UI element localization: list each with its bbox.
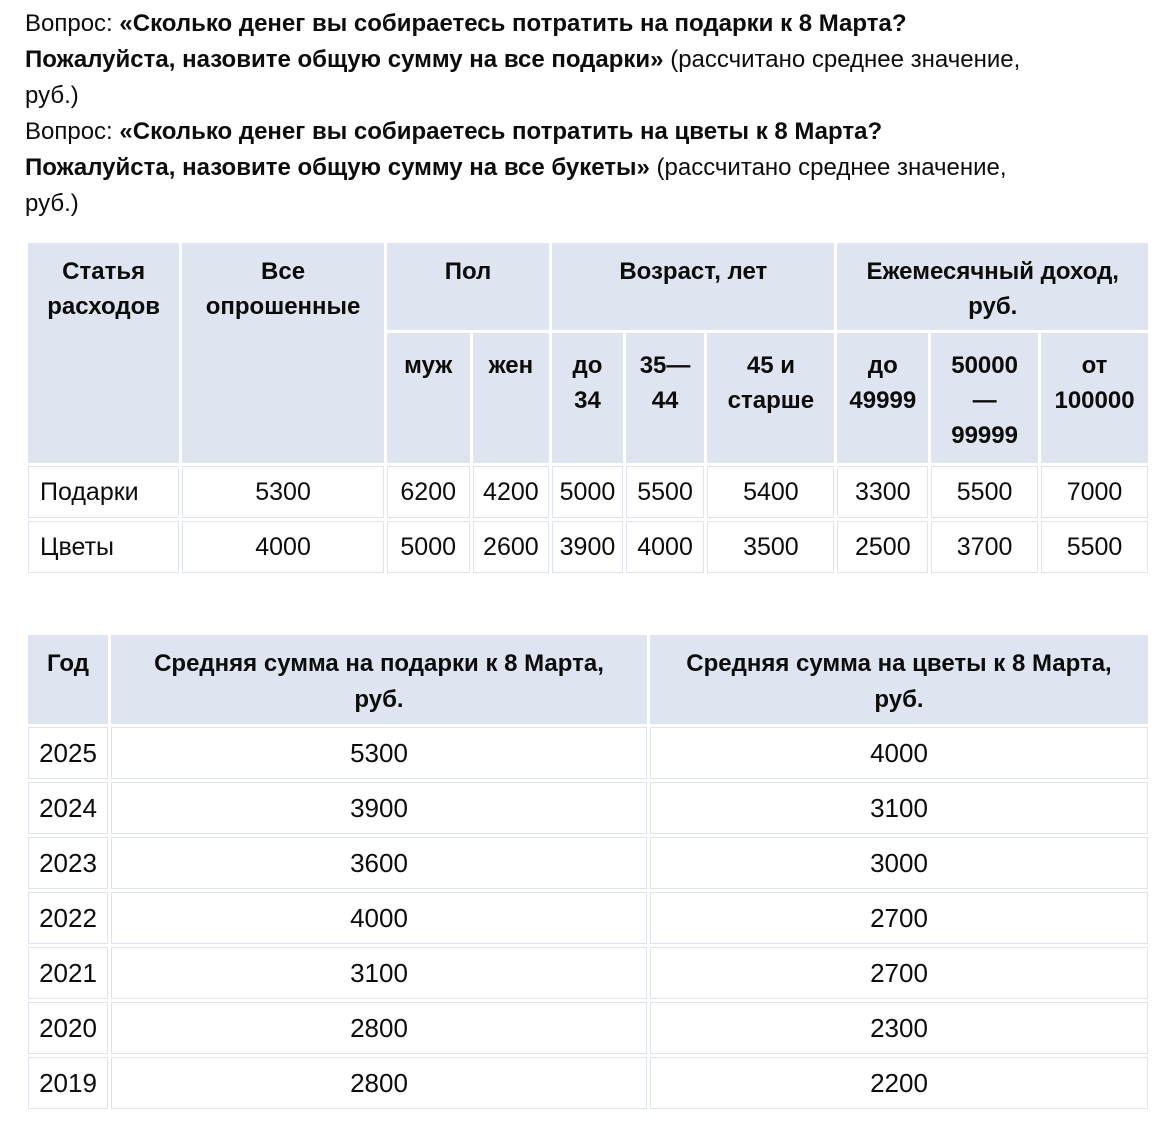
col-header-male: муж xyxy=(387,333,470,463)
flowers-value-cell: 2700 xyxy=(650,892,1148,944)
gifts-value-cell: 2800 xyxy=(111,1057,647,1109)
year-cell: 2023 xyxy=(28,837,108,889)
col-header-age-under-34: до 34 xyxy=(552,333,623,463)
col-header-income-100000-plus: от 100000 xyxy=(1041,333,1148,463)
flowers-value-cell: 2700 xyxy=(650,947,1148,999)
question-bold-text: «Сколько денег вы собираетесь потратить на подарки к 8 Марта? xyxy=(119,10,907,37)
flowers-value-cell: 4000 xyxy=(650,727,1148,779)
gifts-value-cell: 2800 xyxy=(111,1002,647,1054)
value-cell: 4200 xyxy=(473,466,550,518)
value-cell: 5300 xyxy=(182,466,384,518)
question-bold-text: Пожалуйста, назовите общую сумму на все подарки» xyxy=(25,46,664,73)
year-row-2023 xyxy=(28,837,1148,889)
row-label: Цветы xyxy=(28,521,179,573)
col-header-age-35-44: 35—44 xyxy=(626,333,705,463)
value-cell: 5000 xyxy=(552,466,623,518)
question-note: руб.) xyxy=(25,82,79,109)
value-cell: 2600 xyxy=(473,521,550,573)
flowers-value-cell: 3100 xyxy=(650,782,1148,834)
col-header-all-respondents: Все опрошенные xyxy=(182,243,384,463)
demographics-table xyxy=(25,240,1151,576)
col-header-income-50000-99999: 50000 — 99999 xyxy=(931,333,1038,463)
flowers-value-cell: 2200 xyxy=(650,1057,1148,1109)
value-cell: 3500 xyxy=(707,521,834,573)
value-cell: 5500 xyxy=(931,466,1038,518)
value-cell: 3700 xyxy=(931,521,1038,573)
year-row-2024 xyxy=(28,782,1148,834)
value-cell: 4000 xyxy=(626,521,705,573)
col-header-female: жен xyxy=(473,333,550,463)
question-bold-text: Пожалуйста, назовите общую сумму на все букеты» xyxy=(25,154,650,181)
header-row-groups xyxy=(28,243,1148,330)
year-cell: 2019 xyxy=(28,1057,108,1109)
col-header-age-45-plus: 45 и старше xyxy=(707,333,834,463)
col-header-gender-group: Пол xyxy=(387,243,549,330)
year-cell: 2024 xyxy=(28,782,108,834)
gifts-value-cell: 4000 xyxy=(111,892,647,944)
year-row-2022 xyxy=(28,892,1148,944)
year-row-2020 xyxy=(28,1002,1148,1054)
question-note: руб.) xyxy=(25,190,79,217)
col-header-income-under-49999: до 49999 xyxy=(837,333,928,463)
col-header-income-group: Ежемесячный доход, руб. xyxy=(837,243,1148,330)
gifts-value-cell: 3900 xyxy=(111,782,647,834)
question-line xyxy=(25,78,1151,114)
col-header-age-group: Возраст, лет xyxy=(552,243,834,330)
year-cell: 2021 xyxy=(28,947,108,999)
row-label: Подарки xyxy=(28,466,179,518)
flowers-value-cell: 3000 xyxy=(650,837,1148,889)
year-row-2025 xyxy=(28,727,1148,779)
year-cell: 2025 xyxy=(28,727,108,779)
value-cell: 2500 xyxy=(837,521,928,573)
year-row-2019 xyxy=(28,1057,1148,1109)
survey-questions-text xyxy=(25,6,1151,222)
table-row-gifts xyxy=(28,466,1148,518)
year-cell: 2020 xyxy=(28,1002,108,1054)
question-note: (рассчитано среднее значение, xyxy=(663,46,1021,73)
gifts-value-cell: 3600 xyxy=(111,837,647,889)
question-label: Вопрос: xyxy=(25,10,120,37)
header-row xyxy=(28,635,1148,724)
question-note: (рассчитано среднее значение, xyxy=(649,154,1007,181)
col-header-avg-flowers: Средняя сумма на цветы к 8 Марта, руб. xyxy=(650,635,1148,724)
col-header-avg-gifts: Средняя сумма на подарки к 8 Марта, руб. xyxy=(111,635,647,724)
question-line xyxy=(25,114,1151,150)
flowers-value-cell: 2300 xyxy=(650,1002,1148,1054)
question-line xyxy=(25,186,1151,222)
question-line xyxy=(25,150,1151,186)
question-line xyxy=(25,42,1151,78)
col-header-expense-item: Статья расходов xyxy=(28,243,179,463)
value-cell: 5400 xyxy=(707,466,834,518)
question-bold-text: «Сколько денег вы собираетесь потратить на цветы к 8 Марта? xyxy=(119,118,883,145)
question-label: Вопрос: xyxy=(25,118,120,145)
value-cell: 3900 xyxy=(552,521,623,573)
gifts-value-cell: 5300 xyxy=(111,727,647,779)
value-cell: 6200 xyxy=(387,466,470,518)
value-cell: 5000 xyxy=(387,521,470,573)
value-cell: 3300 xyxy=(837,466,928,518)
year-row-2021 xyxy=(28,947,1148,999)
col-header-year: Год xyxy=(28,635,108,724)
value-cell: 4000 xyxy=(182,521,384,573)
question-line xyxy=(25,6,1151,42)
value-cell: 5500 xyxy=(626,466,705,518)
yearly-averages-table xyxy=(25,632,1151,1112)
value-cell: 5500 xyxy=(1041,521,1148,573)
year-cell: 2022 xyxy=(28,892,108,944)
table-row-flowers xyxy=(28,521,1148,573)
gifts-value-cell: 3100 xyxy=(111,947,647,999)
value-cell: 7000 xyxy=(1041,466,1148,518)
